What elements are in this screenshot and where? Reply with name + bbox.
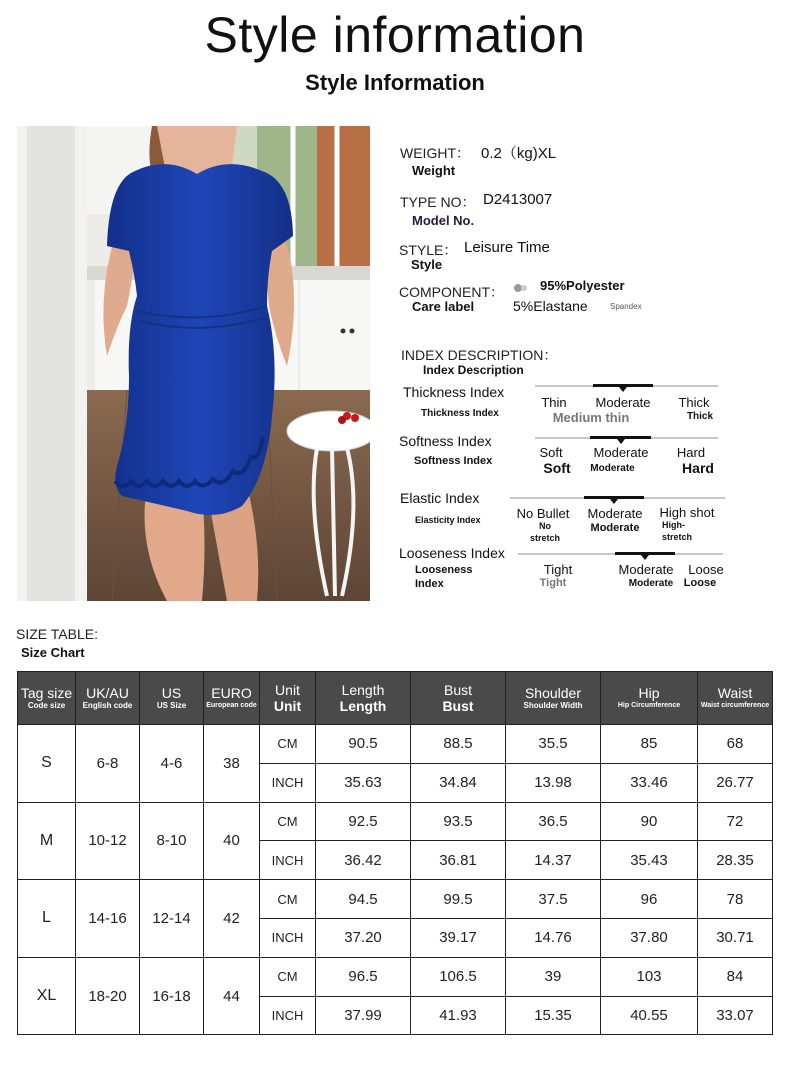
cell-us: 16-18: [140, 957, 204, 1035]
style-value: Leisure Time: [464, 239, 550, 256]
style-sub: Style: [411, 257, 443, 272]
cell-length: 96.5: [316, 957, 411, 996]
component-value-2: 5%Elastane: [513, 298, 588, 314]
table-row: [18, 957, 773, 996]
cell-unit: CM: [260, 957, 316, 996]
cell-waist: 78: [698, 880, 773, 919]
softness-option-moderate: Moderate: [593, 445, 649, 460]
weight-value: 0.2（kg)XL: [481, 145, 557, 162]
thickness-option-moderate: Moderate: [595, 395, 651, 410]
softness-sub-moderate: Moderate: [590, 463, 635, 474]
thickness-title: Thickness Index: [403, 384, 505, 400]
cell-hip: 40.55: [601, 996, 698, 1035]
type-value: D2413007: [483, 191, 553, 208]
cell-bust: 93.5: [411, 802, 506, 841]
cell-unit: INCH: [260, 841, 316, 880]
looseness-indicator-icon: [641, 555, 649, 560]
elastic-indicator-icon: [610, 499, 618, 504]
size-table-sub: Size Chart: [21, 645, 85, 660]
cell-length: 90.5: [316, 725, 411, 764]
cell-waist: 30.71: [698, 918, 773, 957]
cell-unit: INCH: [260, 996, 316, 1035]
softness-option-soft: Soft: [539, 445, 563, 460]
cell-waist: 84: [698, 957, 773, 996]
softness-title: Softness Index: [399, 433, 492, 449]
component-note: Spandex: [610, 302, 642, 311]
header-bust: Bust Bust: [411, 672, 506, 725]
thickness-sub-thick: Thick: [686, 411, 714, 422]
cell-uk: 18-20: [76, 957, 140, 1035]
cell-hip: 103: [601, 957, 698, 996]
cell-shoulder: 14.37: [506, 841, 601, 880]
header-length: Length Length: [316, 672, 411, 725]
cell-unit: CM: [260, 880, 316, 919]
softness-sub-soft: Soft: [543, 460, 571, 476]
thickness-option-thin: Thin: [541, 395, 567, 410]
cell-bust: 39.17: [411, 918, 506, 957]
type-label: TYPE NO：: [400, 194, 476, 210]
cell-length: 92.5: [316, 802, 411, 841]
style-label: STYLE：: [399, 242, 458, 258]
softness-option-hard: Hard: [676, 445, 706, 460]
elastic-option-high-shot: High shot: [659, 505, 715, 520]
looseness-sub-tight: Tight: [539, 577, 567, 589]
cell-length: 35.63: [316, 763, 411, 802]
cell-shoulder: 14.76: [506, 918, 601, 957]
cell-waist: 72: [698, 802, 773, 841]
cell-euro: 42: [204, 880, 260, 958]
cell-waist: 33.07: [698, 996, 773, 1035]
header-hip: Hip Hip Circumference: [601, 672, 698, 725]
cell-bust: 99.5: [411, 880, 506, 919]
index-sub: Index Description: [423, 363, 524, 377]
cell-hip: 33.46: [601, 763, 698, 802]
size-chart-table: [17, 671, 773, 1035]
elastic-sub-no-stretch: No stretch: [529, 521, 560, 543]
cell-hip: 96: [601, 880, 698, 919]
size-table-header-row: [18, 672, 773, 725]
cell-euro: 40: [204, 802, 260, 880]
cell-uk: 14-16: [76, 880, 140, 958]
cell-shoulder: 39: [506, 957, 601, 996]
looseness-option-loose: Loose: [688, 562, 724, 577]
looseness-sub-loose: Loose: [683, 577, 717, 589]
product-photo-illustration: [17, 126, 370, 601]
cell-unit: INCH: [260, 918, 316, 957]
cell-length: 36.42: [316, 841, 411, 880]
cell-euro: 44: [204, 957, 260, 1035]
fabric-swatch-icon: [512, 282, 530, 294]
cell-waist: 26.77: [698, 763, 773, 802]
thickness-option-thick: Thick: [678, 395, 710, 410]
cell-shoulder: 36.5: [506, 802, 601, 841]
cell-shoulder: 35.5: [506, 725, 601, 764]
cell-shoulder: 15.35: [506, 996, 601, 1035]
cell-hip: 90: [601, 802, 698, 841]
header-unit: Unit Unit: [260, 672, 316, 725]
looseness-title: Looseness Index: [399, 545, 505, 561]
softness-sub: Softness Index: [414, 455, 493, 467]
page-title: Style information: [204, 7, 586, 63]
elastic-sub-moderate: Moderate: [590, 522, 640, 534]
component-value-1: 95%Polyester: [540, 278, 625, 293]
size-table-label: SIZE TABLE:: [16, 626, 98, 642]
softness-sub-hard: Hard: [682, 460, 714, 476]
weight-label: WEIGHT：: [400, 145, 470, 161]
cell-bust: 88.5: [411, 725, 506, 764]
cell-tag: L: [18, 880, 76, 958]
cell-bust: 41.93: [411, 996, 506, 1035]
cell-hip: 35.43: [601, 841, 698, 880]
component-icon: [512, 281, 530, 297]
looseness-option-tight: Tight: [543, 562, 573, 577]
component-label: COMPONENT：: [399, 284, 504, 300]
page-subtitle: Style Information: [305, 70, 485, 95]
cell-tag: S: [18, 725, 76, 803]
cell-bust: 34.84: [411, 763, 506, 802]
cell-shoulder: 37.5: [506, 880, 601, 919]
cell-uk: 6-8: [76, 725, 140, 803]
thickness-sub: Thickness Index: [421, 408, 499, 419]
header-waist: Waist Waist circumference: [698, 672, 773, 725]
cell-tag: M: [18, 802, 76, 880]
cell-bust: 36.81: [411, 841, 506, 880]
looseness-option-moderate: Moderate: [618, 562, 674, 577]
table-row: [18, 880, 773, 919]
elastic-title: Elastic Index: [400, 490, 480, 506]
cell-length: 37.20: [316, 918, 411, 957]
thickness-sub-medium-thin: Medium thin: [552, 410, 630, 425]
header-euro: EURO European code: [204, 672, 260, 725]
type-sub: Model No.: [412, 213, 475, 228]
header-uk-au: UK/AU English code: [76, 672, 140, 725]
thickness-indicator-icon: [619, 387, 627, 392]
cell-unit: INCH: [260, 763, 316, 802]
header-us: US US Size: [140, 672, 204, 725]
looseness-sub: Looseness Index: [415, 564, 473, 590]
softness-indicator-icon: [617, 439, 625, 444]
cell-unit: CM: [260, 802, 316, 841]
elastic-sub: Elasticity Index: [415, 515, 481, 525]
cell-uk: 10-12: [76, 802, 140, 880]
elastic-option-moderate: Moderate: [587, 506, 643, 521]
elastic-option-no-bullet: No Bullet: [516, 506, 570, 521]
component-sub: Care label: [412, 299, 475, 314]
index-title: INDEX DESCRIPTION：: [401, 347, 558, 363]
cell-euro: 38: [204, 725, 260, 803]
cell-us: 8-10: [140, 802, 204, 880]
cell-length: 37.99: [316, 996, 411, 1035]
cell-shoulder: 13.98: [506, 763, 601, 802]
header-shoulder: Shoulder Shoulder Width: [506, 672, 601, 725]
cell-hip: 85: [601, 725, 698, 764]
cell-bust: 106.5: [411, 957, 506, 996]
cell-waist: 68: [698, 725, 773, 764]
product-photo: [17, 126, 370, 601]
cell-length: 94.5: [316, 880, 411, 919]
cell-waist: 28.35: [698, 841, 773, 880]
cell-us: 12-14: [140, 880, 204, 958]
weight-sub: Weight: [412, 163, 456, 178]
cell-hip: 37.80: [601, 918, 698, 957]
table-row: [18, 725, 773, 764]
cell-us: 4-6: [140, 725, 204, 803]
table-row: [18, 802, 773, 841]
cell-unit: CM: [260, 725, 316, 764]
elastic-sub-high-stretch: High-stretch: [662, 520, 693, 542]
looseness-sub-moderate: Moderate: [628, 578, 674, 589]
cell-tag: XL: [18, 957, 76, 1035]
header-tag-size: Tag size Code size: [18, 672, 76, 725]
